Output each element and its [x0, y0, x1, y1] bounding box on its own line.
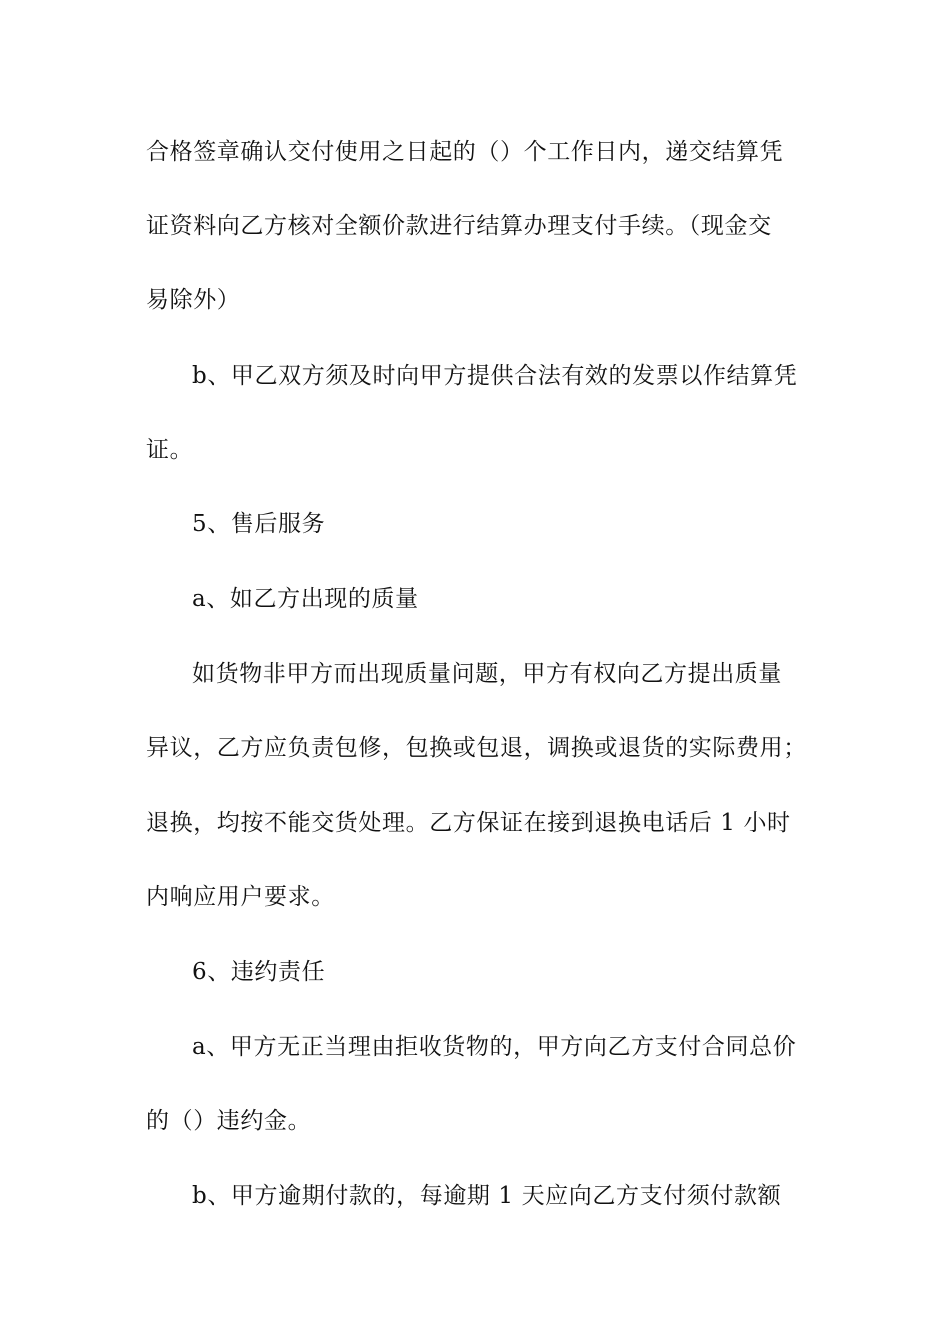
body-text-line: a、如乙方出现的质量 [192, 586, 419, 612]
body-text-line: 异议，乙方应负责包修，包换或包退，调换或退货的实际费用； [146, 735, 807, 761]
body-text-line: 的（）违约金。 [146, 1108, 312, 1134]
body-text-line: 证资料向乙方核对全额价款进行结算办理支付手续。（现金交 [146, 213, 772, 239]
body-text-line: 易除外） [146, 287, 241, 313]
body-text-line: b、甲乙双方须及时向甲方提供合法有效的发票以作结算凭 [192, 363, 798, 389]
body-text-line: b、甲方逾期付款的，每逾期 1 天应向乙方支付须付款额 [192, 1183, 782, 1209]
section-heading: 5、售后服务 [192, 511, 326, 537]
body-text-line: 证。 [146, 437, 194, 463]
section-heading: 6、违约责任 [192, 959, 326, 985]
body-text-line: 如货物非甲方而出现质量问题，甲方有权向乙方提出质量 [192, 661, 782, 687]
body-text-line: 内响应用户要求。 [146, 884, 335, 910]
body-text-line: a、甲方无正当理由拒收货物的，甲方向乙方支付合同总价 [192, 1034, 797, 1060]
body-text-line: 合格签章确认交付使用之日起的（）个工作日内，递交结算凭 [146, 139, 784, 165]
body-text-line: 退换，均按不能交货处理。乙方保证在接到退换电话后 1 小时 [146, 810, 791, 836]
